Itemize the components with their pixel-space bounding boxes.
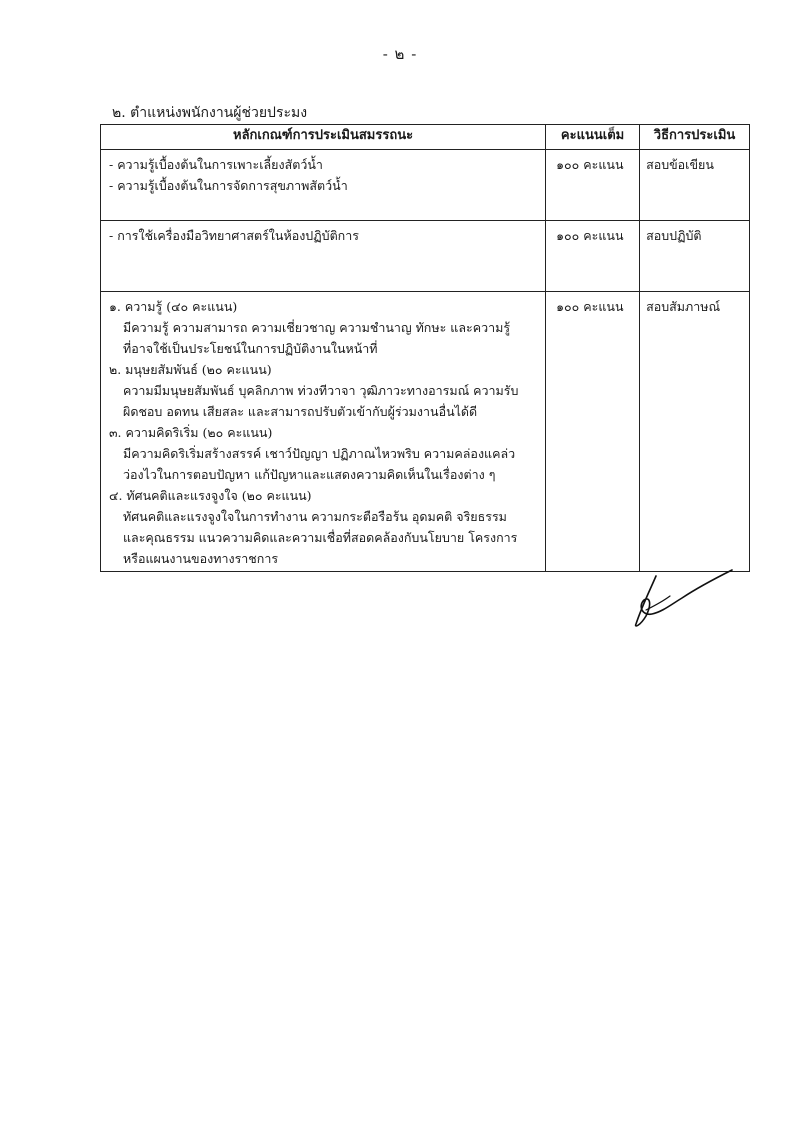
criteria-item-detail: หรือแผนงานของทางราชการ bbox=[123, 551, 279, 566]
criteria-line: - การใช้เครื่องมือวิทยาศาสตร์ในห้องปฏิบัติการ bbox=[109, 228, 359, 243]
table-header-row bbox=[101, 125, 750, 150]
criteria-cell bbox=[101, 150, 546, 221]
method-cell: สอบสัมภาษณ์ bbox=[640, 292, 750, 572]
criteria-item-heading: ๔. ทัศนคติและแรงจูงใจ (๒๐ คะแนน) bbox=[109, 488, 312, 503]
criteria-item-detail: และคุณธรรม แนวความคิดและความเชื่อที่สอดคล้องกับนโยบาย โครงการ bbox=[123, 530, 518, 545]
method-cell: สอบข้อเขียน bbox=[640, 150, 750, 221]
criteria-line: - ความรู้เบื้องต้นในการจัดการสุขภาพสัตว์น้ำ bbox=[109, 178, 348, 193]
method-cell: สอบปฏิบัติ bbox=[640, 221, 750, 292]
criteria-line: - ความรู้เบื้องต้นในการเพาะเลี้ยงสัตว์น้ำ bbox=[109, 157, 323, 172]
criteria-item-detail: มีความคิดริเริ่มสร้างสรรค์ เชาว์ปัญญา ปฏิภาณไหวพริบ ความคล่องแคล่ว bbox=[123, 446, 516, 461]
header-method: วิธีการประเมิน bbox=[640, 125, 750, 150]
criteria-item-detail: ความมีมนุษยสัมพันธ์ บุคลิกภาพ ท่วงทีวาจา วุฒิภาวะทางอารมณ์ ความรับ bbox=[123, 383, 519, 398]
criteria-item-detail: ว่องไวในการตอบปัญหา แก้ปัญหาและแสดงความคิดเห็นในเรื่องต่าง ๆ bbox=[123, 467, 496, 482]
score-cell: ๑๐๐ คะแนน bbox=[546, 221, 640, 292]
criteria-item-heading: ๒. มนุษยสัมพันธ์ (๒๐ คะแนน) bbox=[109, 362, 272, 377]
table-row-written-exam bbox=[101, 150, 750, 221]
table-row-practical-exam bbox=[101, 221, 750, 292]
criteria-item-detail: ที่อาจใช้เป็นประโยชน์ในการปฏิบัติงานในหน้าที่ bbox=[123, 341, 378, 356]
table-row-interview bbox=[101, 292, 750, 572]
criteria-table bbox=[100, 124, 750, 572]
header-criteria: หลักเกณฑ์การประเมินสมรรถนะ bbox=[101, 125, 546, 150]
criteria-cell bbox=[101, 221, 546, 292]
criteria-cell bbox=[101, 292, 546, 572]
signature bbox=[628, 566, 736, 630]
score-cell: ๑๐๐ คะแนน bbox=[546, 150, 640, 221]
criteria-item-detail: ผิดชอบ อดทน เสียสละ และสามารถปรับตัวเข้ากับผู้ร่วมงานอื่นได้ดี bbox=[123, 404, 478, 419]
section-title: ๒. ตำแหน่งพนักงานผู้ช่วยประมง bbox=[112, 105, 308, 121]
criteria-item-heading: ๑. ความรู้ (๔๐ คะแนน) bbox=[109, 299, 238, 314]
criteria-item-heading: ๓. ความคิดริเริ่ม (๒๐ คะแนน) bbox=[109, 425, 273, 440]
criteria-item-detail: ทัศนคติและแรงจูงใจในการทำงาน ความกระตือรือร้น อุดมคติ จริยธรรม bbox=[123, 509, 507, 524]
header-score: คะแนนเต็ม bbox=[546, 125, 640, 150]
score-cell: ๑๐๐ คะแนน bbox=[546, 292, 640, 572]
criteria-item-detail: มีความรู้ ความสามารถ ความเชี่ยวชาญ ความชำนาญ ทักษะ และความรู้ bbox=[123, 320, 511, 335]
page-number: - ๒ - bbox=[382, 45, 418, 63]
